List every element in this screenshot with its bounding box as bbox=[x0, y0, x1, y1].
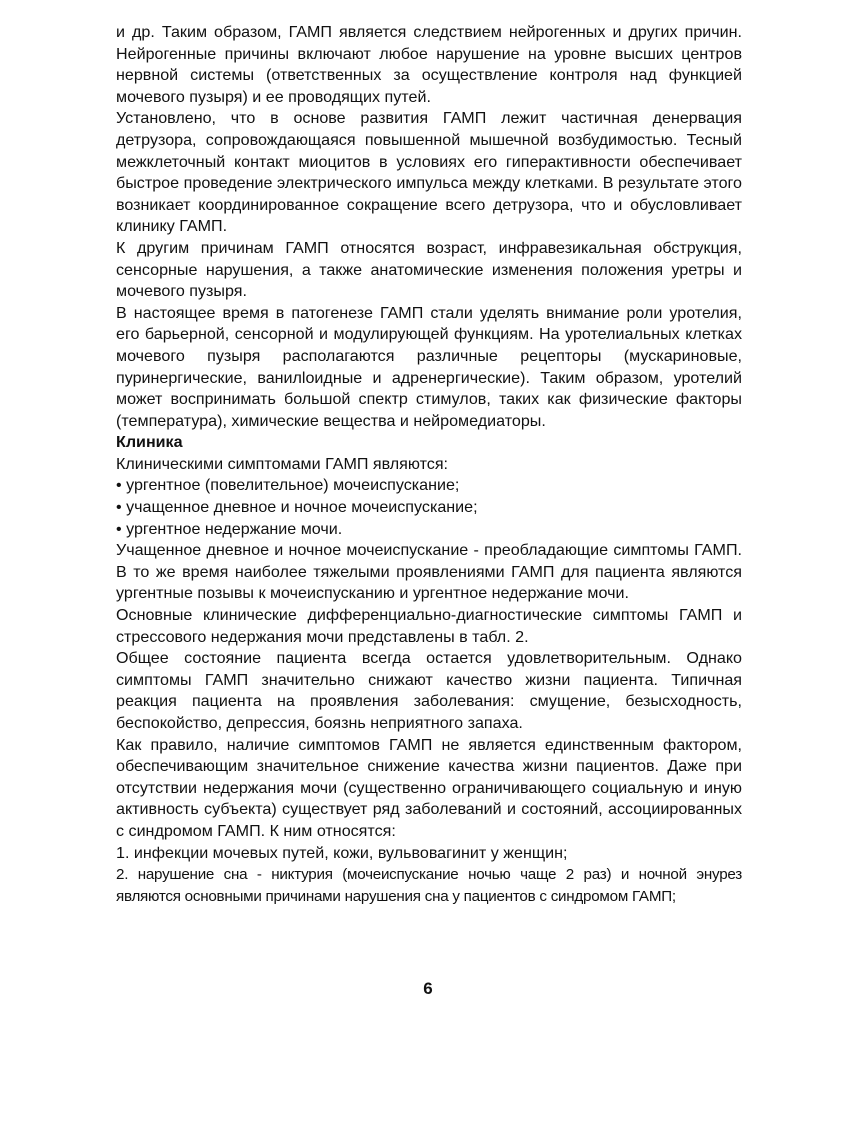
paragraph-predominant-symptoms: Учащенное дневное и ночное мочеиспускание - преобладающие симптомы ГАМП. В то же время наиболее тяжелыми проявлениями ГАМП для пациента являются ургентные позывы к мочеиспусканию и ургентное недержание мочи. bbox=[116, 541, 742, 603]
section-heading-clinic: Клиника bbox=[116, 433, 183, 452]
paragraph-other-causes: К другим причинам ГАМП относятся возраст, инфравезикальная обструкция, сенсорные нарушения, а также анатомические изменения положения уретры и мочевого пузыря. bbox=[116, 238, 742, 301]
body-text bbox=[116, 22, 742, 907]
numbered-item-sleep-disorder: 2. нарушение сна - никтурия (мочеиспускание ночью чаще 2 раз) и ночной энурез являются основными причинами нарушения сна у пациентов с синдромом ГАМП; bbox=[116, 866, 742, 905]
paragraph-detrusor-denervation: Установлено, что в основе развития ГАМП лежит частичная денервация детрузора, сопровождающаяся повышенной мышечной возбудимостью. Тесный межклеточный контакт миоцитов в условиях его гиперактивности обеспечивает быстрое проведение электрического импульса между клетками. В результате этого возникает координированное сокращение всего детрузора, что и обусловливает клинику ГАМП. bbox=[116, 109, 742, 236]
paragraph-urothelium: В настоящее время в патогенезе ГАМП стали уделять внимание роли уротелия, его барьерной, сенсорной и модулирующей функциям. На уротелиальных клетках мочевого пузыря располагаются различные рецепторы (мускариновые, пуринергические, ванилloидные и адренергические). Таким образом, уротелий может воспринимать большой спектр стимулов, таких как физические факторы (температура), химические вещества и нейромедиаторы. bbox=[116, 303, 742, 430]
paragraph-neurogenic-causes: и др. Таким образом, ГАМП является следствием нейрогенных и других причин. Нейрогенные причины включают любое нарушение на уровне высших центров нервной системы (ответственных за осуществление контроля над функцией мочевого пузыря) и ее проводящих путей. bbox=[116, 23, 742, 106]
paragraph-table-reference: Основные клинические дифференциально-диагностические симптомы ГАМП и стрессового недержания мочи представлены в табл. 2. bbox=[116, 606, 742, 646]
list-item-urge-incontinence: • ургентное недержание мочи. bbox=[116, 519, 343, 538]
paragraph-associated-conditions: Как правило, наличие симптомов ГАМП не является единственным фактором, обеспечивающим значительное снижение качества жизни пациентов. Даже при отсутствии недержания мочи (существенно ограничивающего социальную и иную активность субъекта) существует ряд заболеваний и состояний, ассоциированных с синдромом ГАМП. К ним относятся: bbox=[116, 735, 742, 840]
paragraph-quality-of-life: Общее состояние пациента всегда остается удовлетворительным. Однако симптомы ГАМП значительно снижают качество жизни пациента. Типичная реакция пациента на проявления заболевания: смущение, безысходность, беспокойство, депрессия, боязнь неприятного запаха. bbox=[116, 649, 742, 732]
paragraph-symptoms-intro: Клиническими симптомами ГАМП являются: bbox=[116, 454, 449, 473]
list-item-frequent-urination: • учащенное дневное и ночное мочеиспускание; bbox=[116, 498, 478, 517]
page-number: 6 bbox=[423, 979, 433, 998]
numbered-item-infections: 1. инфекции мочевых путей, кожи, вульвовагинит у женщин; bbox=[116, 843, 568, 862]
list-item-urgent-urination: • ургентное (повелительное) мочеиспускание; bbox=[116, 476, 460, 495]
